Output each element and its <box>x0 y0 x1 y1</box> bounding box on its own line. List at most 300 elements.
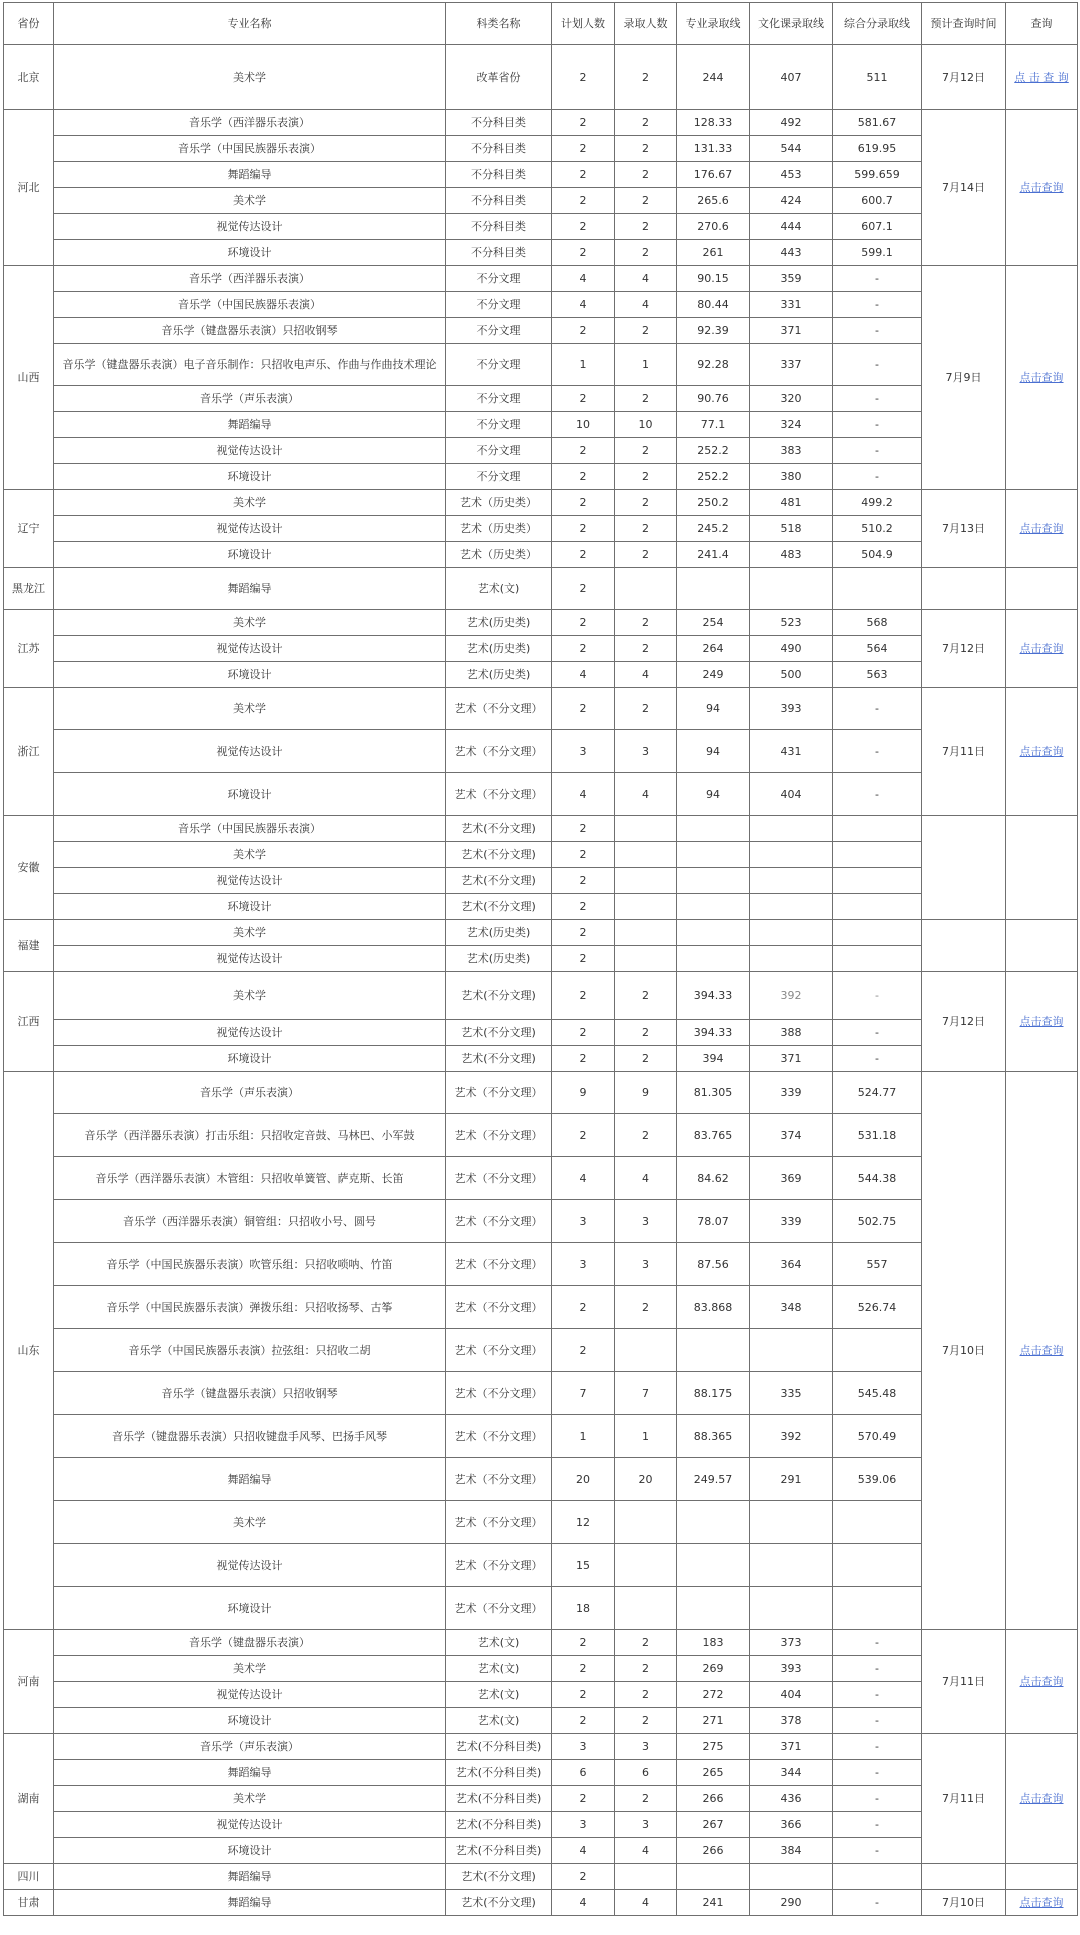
plan-count-cell: 2 <box>552 438 615 464</box>
major-cell: 舞蹈编导 <box>54 1890 446 1916</box>
category-cell: 艺术（不分文理） <box>446 1544 552 1587</box>
category-cell: 艺术（不分文理） <box>446 1114 552 1157</box>
prof-line-cell: 94 <box>677 688 750 730</box>
category-cell: 不分文理 <box>446 266 552 292</box>
prof-line-cell: 249.57 <box>677 1458 750 1501</box>
prof-line-cell <box>677 842 750 868</box>
major-cell: 环境设计 <box>54 464 446 490</box>
category-cell: 不分科目类 <box>446 214 552 240</box>
culture-line-cell: 393 <box>750 1656 833 1682</box>
culture-line-cell: 392 <box>750 972 833 1020</box>
category-cell: 艺术（不分文理） <box>446 1415 552 1458</box>
composite-line-cell: - <box>833 1890 922 1916</box>
prof-line-cell: 269 <box>677 1656 750 1682</box>
admission-scores-table <box>3 2 1078 1916</box>
category-cell: 艺术(不分科目类) <box>446 1734 552 1760</box>
query-date-cell: 7月12日 <box>922 45 1006 110</box>
culture-line-cell: 290 <box>750 1890 833 1916</box>
composite-line-cell: - <box>833 688 922 730</box>
table-row <box>4 1864 1078 1890</box>
prof-line-cell: 77.1 <box>677 412 750 438</box>
prof-line-cell: 252.2 <box>677 438 750 464</box>
plan-count-cell: 2 <box>552 1286 615 1329</box>
table-row <box>4 386 1078 412</box>
plan-count-cell: 18 <box>552 1587 615 1630</box>
category-cell: 不分文理 <box>446 464 552 490</box>
table-row <box>4 773 1078 816</box>
composite-line-cell: 570.49 <box>833 1415 922 1458</box>
admit-count-cell: 2 <box>615 45 677 110</box>
plan-count-cell: 4 <box>552 1890 615 1916</box>
category-cell: 艺术（不分文理） <box>446 1587 552 1630</box>
culture-line-cell: 320 <box>750 386 833 412</box>
query-link[interactable]: 点击查询 <box>1019 181 1064 194</box>
table-row <box>4 292 1078 318</box>
prof-line-cell: 254 <box>677 610 750 636</box>
province-cell: 江苏 <box>4 610 54 688</box>
query-cell <box>1006 610 1078 688</box>
admit-count-cell: 2 <box>615 1656 677 1682</box>
admit-count-cell: 2 <box>615 688 677 730</box>
culture-line-cell: 392 <box>750 1415 833 1458</box>
plan-count-cell: 1 <box>552 1415 615 1458</box>
admit-count-cell: 2 <box>615 438 677 464</box>
prof-line-cell <box>677 816 750 842</box>
composite-line-cell: - <box>833 266 922 292</box>
admit-count-cell: 2 <box>615 162 677 188</box>
category-cell: 艺术(文) <box>446 1656 552 1682</box>
prof-line-cell <box>677 1864 750 1890</box>
category-cell: 艺术(不分科目类) <box>446 1786 552 1812</box>
plan-count-cell: 4 <box>552 266 615 292</box>
major-cell: 美术学 <box>54 45 446 110</box>
culture-line-cell: 364 <box>750 1243 833 1286</box>
major-cell: 环境设计 <box>54 1046 446 1072</box>
prof-line-cell: 241 <box>677 1890 750 1916</box>
query-cell <box>1006 920 1078 972</box>
category-cell: 艺术(不分文理) <box>446 842 552 868</box>
header-query-date: 预计查询时间 <box>922 3 1006 45</box>
admit-count-cell <box>615 1864 677 1890</box>
admit-count-cell: 9 <box>615 1072 677 1114</box>
major-cell: 美术学 <box>54 688 446 730</box>
major-cell: 环境设计 <box>54 542 446 568</box>
culture-line-cell: 436 <box>750 1786 833 1812</box>
prof-line-cell: 261 <box>677 240 750 266</box>
admit-count-cell: 2 <box>615 1020 677 1046</box>
admit-count-cell <box>615 816 677 842</box>
query-date-cell <box>922 568 1006 610</box>
culture-line-cell <box>750 842 833 868</box>
admit-count-cell: 2 <box>615 318 677 344</box>
plan-count-cell: 15 <box>552 1544 615 1587</box>
category-cell: 艺术（不分文理） <box>446 1458 552 1501</box>
culture-line-cell: 380 <box>750 464 833 490</box>
query-date-cell: 7月13日 <box>922 490 1006 568</box>
plan-count-cell: 2 <box>552 688 615 730</box>
major-cell: 舞蹈编导 <box>54 1760 446 1786</box>
prof-line-cell <box>677 868 750 894</box>
prof-line-cell <box>677 568 750 610</box>
composite-line-cell: 502.75 <box>833 1200 922 1243</box>
category-cell: 不分科目类 <box>446 188 552 214</box>
prof-line-cell: 266 <box>677 1786 750 1812</box>
culture-line-cell: 500 <box>750 662 833 688</box>
table-row <box>4 1415 1078 1458</box>
plan-count-cell: 9 <box>552 1072 615 1114</box>
composite-line-cell <box>833 894 922 920</box>
plan-count-cell: 2 <box>552 568 615 610</box>
admit-count-cell: 2 <box>615 136 677 162</box>
table-row <box>4 1372 1078 1415</box>
plan-count-cell: 2 <box>552 868 615 894</box>
admit-count-cell: 10 <box>615 412 677 438</box>
prof-line-cell: 275 <box>677 1734 750 1760</box>
major-cell: 音乐学（西洋器乐表演） <box>54 110 446 136</box>
table-row <box>4 610 1078 636</box>
admit-count-cell: 4 <box>615 1890 677 1916</box>
culture-line-cell <box>750 816 833 842</box>
table-row <box>4 1157 1078 1200</box>
admit-count-cell: 4 <box>615 662 677 688</box>
query-link[interactable]: 点击查询 <box>1019 522 1064 535</box>
table-row <box>4 662 1078 688</box>
culture-line-cell <box>750 1544 833 1587</box>
admit-count-cell: 2 <box>615 490 677 516</box>
admit-count-cell: 2 <box>615 972 677 1020</box>
plan-count-cell: 12 <box>552 1501 615 1544</box>
prof-line-cell: 84.62 <box>677 1157 750 1200</box>
prof-line-cell <box>677 1329 750 1372</box>
table-row <box>4 1329 1078 1372</box>
composite-line-cell: 564 <box>833 636 922 662</box>
composite-line-cell: - <box>833 438 922 464</box>
composite-line-cell: - <box>833 1734 922 1760</box>
category-cell: 不分文理 <box>446 386 552 412</box>
culture-line-cell: 344 <box>750 1760 833 1786</box>
prof-line-cell: 128.33 <box>677 110 750 136</box>
culture-line-cell <box>750 1501 833 1544</box>
query-cell <box>1006 568 1078 610</box>
culture-line-cell <box>750 1587 833 1630</box>
admit-count-cell: 2 <box>615 110 677 136</box>
plan-count-cell: 2 <box>552 1656 615 1682</box>
prof-line-cell: 90.76 <box>677 386 750 412</box>
admit-count-cell: 2 <box>615 1046 677 1072</box>
prof-line-cell: 250.2 <box>677 490 750 516</box>
major-cell: 美术学 <box>54 188 446 214</box>
composite-line-cell: 524.77 <box>833 1072 922 1114</box>
province-cell: 河南 <box>4 1630 54 1734</box>
composite-line-cell: - <box>833 773 922 816</box>
plan-count-cell: 2 <box>552 1786 615 1812</box>
culture-line-cell: 443 <box>750 240 833 266</box>
prof-line-cell: 394.33 <box>677 972 750 1020</box>
composite-line-cell: - <box>833 464 922 490</box>
prof-line-cell: 272 <box>677 1682 750 1708</box>
composite-line-cell: - <box>833 344 922 386</box>
province-cell: 福建 <box>4 920 54 972</box>
culture-line-cell: 335 <box>750 1372 833 1415</box>
category-cell: 艺术(不分文理) <box>446 1890 552 1916</box>
category-cell: 艺术(文) <box>446 1630 552 1656</box>
query-link[interactable]: 点 击 查 询 <box>1014 70 1069 84</box>
category-cell: 不分科目类 <box>446 136 552 162</box>
prof-line-cell: 92.39 <box>677 318 750 344</box>
composite-line-cell <box>833 568 922 610</box>
table-row <box>4 188 1078 214</box>
culture-line-cell: 424 <box>750 188 833 214</box>
major-cell: 视觉传达设计 <box>54 516 446 542</box>
prof-line-cell: 131.33 <box>677 136 750 162</box>
plan-count-cell: 3 <box>552 730 615 773</box>
culture-line-cell: 291 <box>750 1458 833 1501</box>
major-cell: 音乐学（中国民族器乐表演） <box>54 816 446 842</box>
plan-count-cell: 2 <box>552 1630 615 1656</box>
plan-count-cell: 2 <box>552 1114 615 1157</box>
table-row <box>4 894 1078 920</box>
composite-line-cell <box>833 946 922 972</box>
header-major: 专业名称 <box>54 3 446 45</box>
culture-line-cell: 339 <box>750 1200 833 1243</box>
major-cell: 美术学 <box>54 1501 446 1544</box>
table-row <box>4 1838 1078 1864</box>
header-prof-line: 专业录取线 <box>677 3 750 45</box>
plan-count-cell: 20 <box>552 1458 615 1501</box>
admit-count-cell: 2 <box>615 1630 677 1656</box>
table-row <box>4 1734 1078 1760</box>
major-cell: 音乐学（中国民族器乐表演）弹拨乐组：只招收扬琴、古筝 <box>54 1286 446 1329</box>
plan-count-cell: 2 <box>552 1046 615 1072</box>
culture-line-cell: 384 <box>750 1838 833 1864</box>
province-cell: 安徽 <box>4 816 54 920</box>
admit-count-cell: 2 <box>615 1114 677 1157</box>
major-cell: 视觉传达设计 <box>54 214 446 240</box>
table-row <box>4 110 1078 136</box>
province-cell: 湖南 <box>4 1734 54 1864</box>
province-cell: 辽宁 <box>4 490 54 568</box>
major-cell: 环境设计 <box>54 1838 446 1864</box>
category-cell: 艺术（不分文理） <box>446 730 552 773</box>
culture-line-cell <box>750 894 833 920</box>
category-cell: 不分科目类 <box>446 162 552 188</box>
prof-line-cell: 241.4 <box>677 542 750 568</box>
admit-count-cell: 2 <box>615 464 677 490</box>
header-query: 查询 <box>1006 3 1078 45</box>
major-cell: 视觉传达设计 <box>54 438 446 464</box>
major-cell: 美术学 <box>54 610 446 636</box>
plan-count-cell: 3 <box>552 1200 615 1243</box>
table-row <box>4 516 1078 542</box>
major-cell: 舞蹈编导 <box>54 1458 446 1501</box>
plan-count-cell: 2 <box>552 318 615 344</box>
major-cell: 视觉传达设计 <box>54 730 446 773</box>
composite-line-cell <box>833 842 922 868</box>
major-cell: 音乐学（中国民族器乐表演） <box>54 292 446 318</box>
query-date-cell: 7月11日 <box>922 1630 1006 1734</box>
header-culture-line: 文化课录取线 <box>750 3 833 45</box>
prof-line-cell <box>677 1501 750 1544</box>
category-cell: 不分文理 <box>446 412 552 438</box>
header-category: 科类名称 <box>446 3 552 45</box>
composite-line-cell: - <box>833 386 922 412</box>
major-cell: 舞蹈编导 <box>54 412 446 438</box>
plan-count-cell: 2 <box>552 464 615 490</box>
table-row <box>4 136 1078 162</box>
prof-line-cell: 88.365 <box>677 1415 750 1458</box>
composite-line-cell: - <box>833 318 922 344</box>
category-cell: 艺术(文) <box>446 568 552 610</box>
table-row <box>4 920 1078 946</box>
prof-line-cell: 94 <box>677 730 750 773</box>
query-cell <box>1006 1630 1078 1734</box>
major-cell: 音乐学（声乐表演） <box>54 386 446 412</box>
composite-line-cell: 607.1 <box>833 214 922 240</box>
admit-count-cell: 2 <box>615 240 677 266</box>
major-cell: 舞蹈编导 <box>54 162 446 188</box>
culture-line-cell: 371 <box>750 1734 833 1760</box>
prof-line-cell: 81.305 <box>677 1072 750 1114</box>
plan-count-cell: 2 <box>552 45 615 110</box>
header-row <box>4 3 1078 45</box>
prof-line-cell: 94 <box>677 773 750 816</box>
table-row <box>4 1890 1078 1916</box>
plan-count-cell: 2 <box>552 542 615 568</box>
major-cell: 视觉传达设计 <box>54 1020 446 1046</box>
prof-line-cell: 87.56 <box>677 1243 750 1286</box>
culture-line-cell: 393 <box>750 688 833 730</box>
admit-count-cell <box>615 1329 677 1372</box>
category-cell: 艺术(历史类) <box>446 662 552 688</box>
category-cell: 不分科目类 <box>446 240 552 266</box>
table-row <box>4 1587 1078 1630</box>
prof-line-cell <box>677 894 750 920</box>
admit-count-cell: 2 <box>615 1286 677 1329</box>
category-cell: 艺术（历史类） <box>446 542 552 568</box>
query-link[interactable]: 点击查询 <box>1019 371 1064 384</box>
province-cell: 甘肃 <box>4 1890 54 1916</box>
category-cell: 艺术（不分文理） <box>446 1157 552 1200</box>
plan-count-cell: 1 <box>552 344 615 386</box>
major-cell: 音乐学（西洋器乐表演） <box>54 266 446 292</box>
culture-line-cell: 388 <box>750 1020 833 1046</box>
prof-line-cell: 394.33 <box>677 1020 750 1046</box>
culture-line-cell: 490 <box>750 636 833 662</box>
culture-line-cell: 444 <box>750 214 833 240</box>
admit-count-cell: 2 <box>615 610 677 636</box>
category-cell: 艺术(文) <box>446 1682 552 1708</box>
admit-count-cell: 2 <box>615 542 677 568</box>
composite-line-cell: - <box>833 1656 922 1682</box>
plan-count-cell: 2 <box>552 490 615 516</box>
plan-count-cell: 4 <box>552 773 615 816</box>
composite-line-cell <box>833 1501 922 1544</box>
query-date-cell: 7月14日 <box>922 110 1006 266</box>
query-link[interactable]: 点击查询 <box>1019 642 1064 655</box>
culture-line-cell: 407 <box>750 45 833 110</box>
plan-count-cell: 2 <box>552 610 615 636</box>
composite-line-cell: 599.659 <box>833 162 922 188</box>
table-row <box>4 1708 1078 1734</box>
header-admitted: 录取人数 <box>615 3 677 45</box>
culture-line-cell <box>750 920 833 946</box>
major-cell: 音乐学（西洋器乐表演）打击乐组：只招收定音鼓、马林巴、小军鼓 <box>54 1114 446 1157</box>
major-cell: 环境设计 <box>54 773 446 816</box>
category-cell: 艺术（不分文理） <box>446 688 552 730</box>
composite-line-cell <box>833 1329 922 1372</box>
culture-line-cell: 481 <box>750 490 833 516</box>
category-cell: 艺术（历史类） <box>446 516 552 542</box>
admit-count-cell: 3 <box>615 1812 677 1838</box>
plan-count-cell: 2 <box>552 136 615 162</box>
major-cell: 环境设计 <box>54 662 446 688</box>
plan-count-cell: 10 <box>552 412 615 438</box>
major-cell: 美术学 <box>54 842 446 868</box>
major-cell: 音乐学（键盘器乐表演）只招收键盘手风琴、巴扬手风琴 <box>54 1415 446 1458</box>
table-row <box>4 45 1078 110</box>
plan-count-cell: 2 <box>552 816 615 842</box>
query-link[interactable]: 点击查询 <box>1019 1344 1064 1357</box>
plan-count-cell: 4 <box>552 1157 615 1200</box>
plan-count-cell: 4 <box>552 662 615 688</box>
culture-line-cell: 483 <box>750 542 833 568</box>
query-cell <box>1006 1864 1078 1890</box>
culture-line-cell: 369 <box>750 1157 833 1200</box>
admit-count-cell: 2 <box>615 1786 677 1812</box>
category-cell: 不分科目类 <box>446 110 552 136</box>
table-row <box>4 1020 1078 1046</box>
table-row <box>4 318 1078 344</box>
query-link[interactable]: 点击查询 <box>1019 1015 1064 1028</box>
category-cell: 艺术(不分文理) <box>446 816 552 842</box>
table-row <box>4 344 1078 386</box>
query-date-cell: 7月9日 <box>922 266 1006 490</box>
table-row <box>4 1760 1078 1786</box>
table-row <box>4 972 1078 1020</box>
province-cell: 河北 <box>4 110 54 266</box>
plan-count-cell: 2 <box>552 636 615 662</box>
composite-line-cell: - <box>833 1786 922 1812</box>
composite-line-cell <box>833 1544 922 1587</box>
admit-count-cell: 4 <box>615 1157 677 1200</box>
plan-count-cell: 3 <box>552 1812 615 1838</box>
table-row <box>4 1046 1078 1072</box>
header-composite-line: 综合分录取线 <box>833 3 922 45</box>
composite-line-cell: 531.18 <box>833 1114 922 1157</box>
query-link[interactable]: 点击查询 <box>1019 1896 1064 1909</box>
plan-count-cell: 2 <box>552 1020 615 1046</box>
culture-line-cell: 337 <box>750 344 833 386</box>
composite-line-cell: 510.2 <box>833 516 922 542</box>
category-cell: 艺术(历史类) <box>446 920 552 946</box>
query-date-cell: 7月12日 <box>922 610 1006 688</box>
query-link[interactable]: 点击查询 <box>1019 745 1064 758</box>
category-cell: 艺术(文) <box>446 1708 552 1734</box>
province-cell: 四川 <box>4 1864 54 1890</box>
culture-line-cell: 492 <box>750 110 833 136</box>
culture-line-cell <box>750 868 833 894</box>
admit-count-cell: 1 <box>615 344 677 386</box>
plan-count-cell: 2 <box>552 1864 615 1890</box>
query-link[interactable]: 点击查询 <box>1019 1675 1064 1688</box>
table-row <box>4 1243 1078 1286</box>
table-row <box>4 1812 1078 1838</box>
plan-count-cell: 4 <box>552 1838 615 1864</box>
prof-line-cell: 265 <box>677 1760 750 1786</box>
prof-line-cell: 252.2 <box>677 464 750 490</box>
query-link[interactable]: 点击查询 <box>1019 1792 1064 1805</box>
composite-line-cell: 600.7 <box>833 188 922 214</box>
